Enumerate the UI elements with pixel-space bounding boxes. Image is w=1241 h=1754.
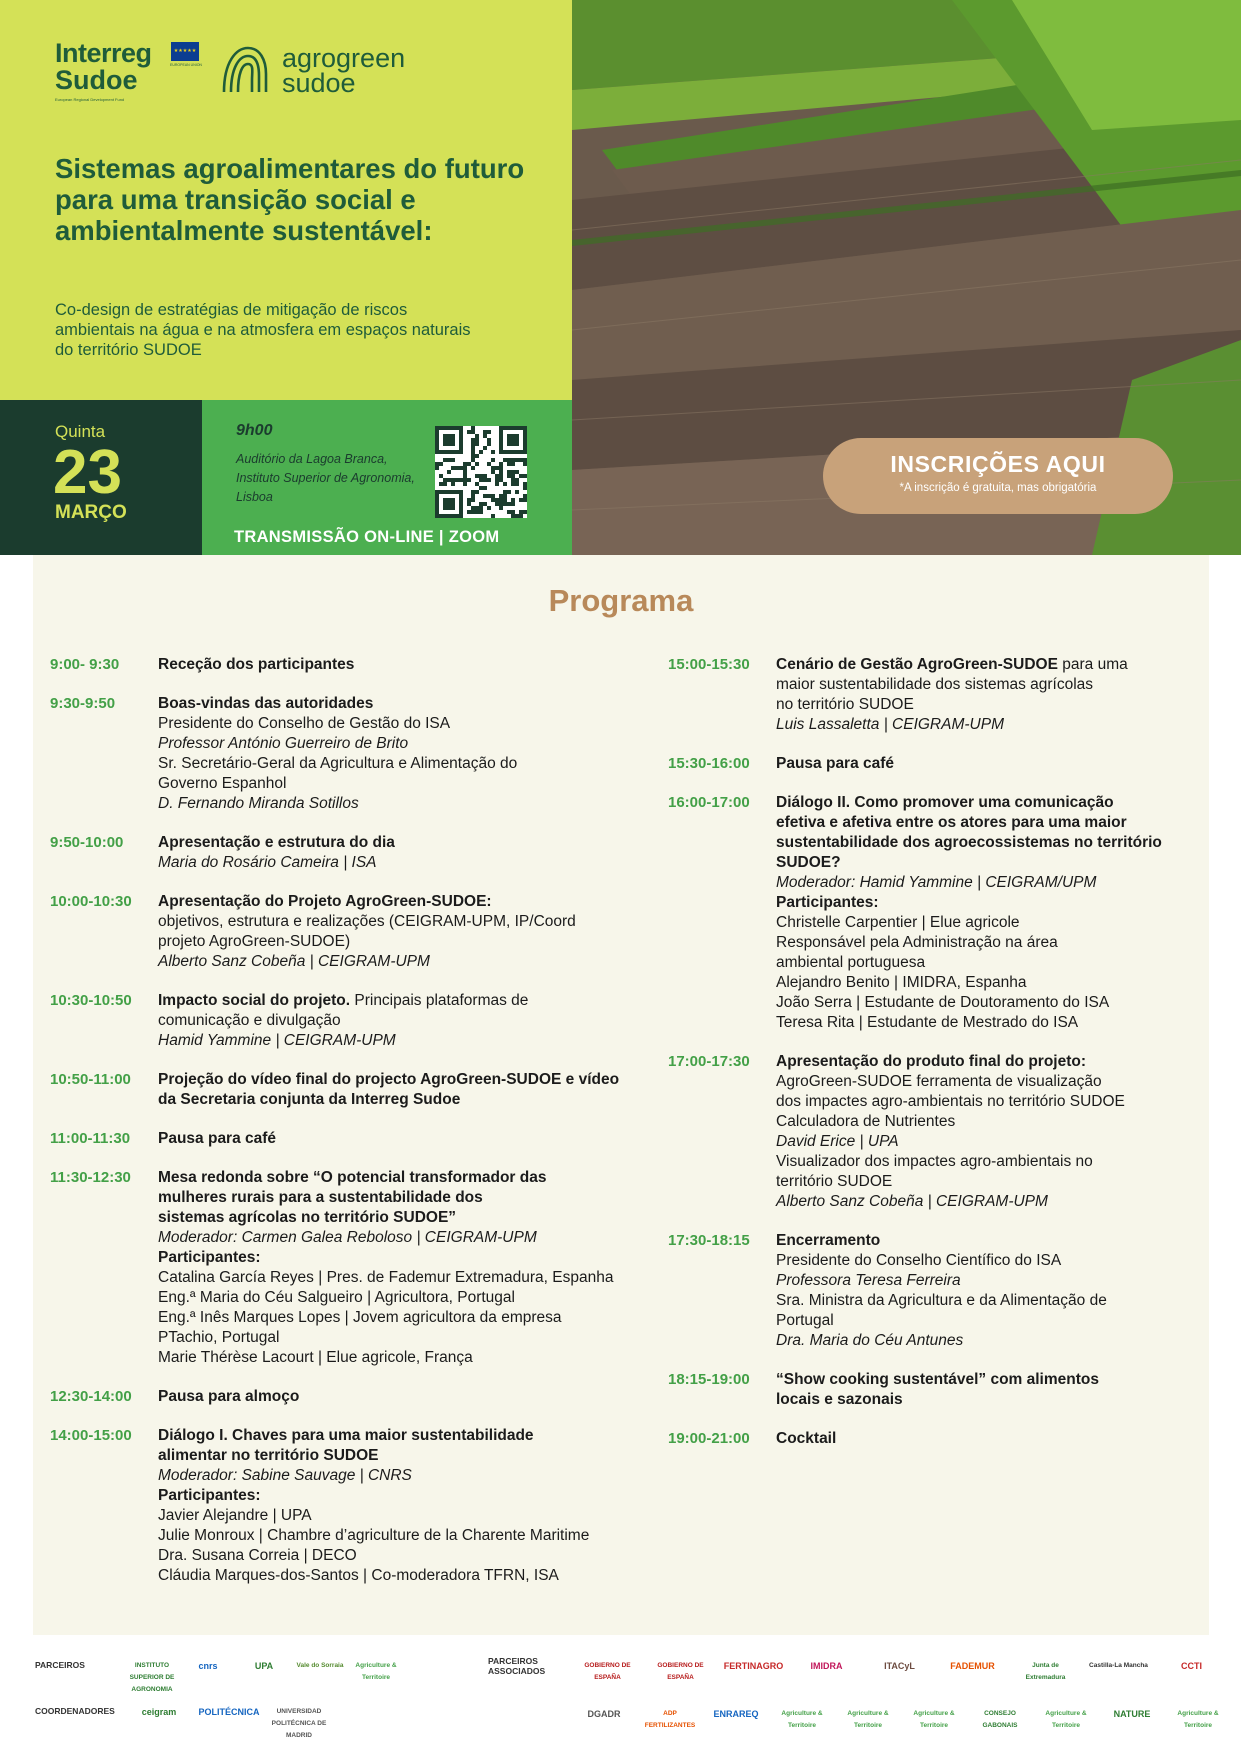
footer-logo: FADEMUR	[950, 1661, 995, 1671]
program-item-time: 17:30-18:15	[668, 1232, 750, 1249]
program-item-body	[776, 754, 1208, 774]
venue-line: Instituto Superior de Agronomia,	[236, 471, 415, 485]
online-stream-label: TRANSMISSÃO ON-LINE | ZOOM	[234, 528, 500, 546]
program-item-body	[158, 1070, 650, 1110]
event-venue	[236, 450, 436, 507]
program-item-heading: Boas-vindas das autoridades	[158, 695, 374, 712]
program-item-text: Sra. Ministra da Agricultura e da Alimentação de	[776, 1292, 1107, 1309]
program-item-body	[776, 1429, 1208, 1449]
program-item-heading: Diálogo I. Chaves para uma maior sustentabilidade	[158, 1427, 534, 1444]
agrogreen-logo-icon	[218, 42, 270, 98]
footer-logo: POLITÉCNICA	[198, 1707, 260, 1717]
register-note: *A inscrição é gratuita, mas obrigatória	[899, 482, 1097, 494]
program-item-heading: locais e sazonais	[776, 1391, 903, 1408]
program-item-body	[776, 655, 1208, 735]
program-item-text: Javier Alejandre | UPA	[158, 1507, 312, 1524]
footer-logo: Agriculture & Territoire	[781, 1710, 823, 1729]
program-item-text: Dra. Susana Correia | DECO	[158, 1547, 357, 1564]
program-item	[50, 1426, 650, 1586]
program-item-text: Visualizador dos impactes agro-ambientais no	[776, 1153, 1093, 1170]
program-item	[668, 1370, 1208, 1410]
program-item-text: Responsável pela Administração na área	[776, 934, 1058, 951]
program-item-heading: Cocktail	[776, 1430, 837, 1447]
footer-logo: IMIDRA	[810, 1661, 843, 1671]
program-item	[50, 1387, 650, 1407]
register-button[interactable]	[823, 438, 1173, 514]
sudoe-word: sudoe	[282, 68, 356, 98]
footer-logo: Agriculture & Territoire	[847, 1710, 889, 1729]
program-item	[668, 1231, 1208, 1351]
venue-line: Auditório da Lagoa Branca,	[236, 452, 388, 466]
footer-logo: ITACyL	[884, 1661, 915, 1671]
program-item-text: Eng.ª Maria do Céu Salgueiro | Agricultora, Portugal	[158, 1289, 515, 1306]
program-item-speaker: Dra. Maria do Céu Antunes	[776, 1332, 964, 1349]
program-item-text: no território SUDOE	[776, 696, 914, 713]
program-section	[33, 555, 1209, 1635]
program-item-time: 11:00-11:30	[50, 1130, 131, 1147]
event-date	[0, 400, 202, 555]
program-item-text: Eng.ª Inês Marques Lopes | Jovem agricultora da empresa	[158, 1309, 562, 1326]
program-item-heading: Pausa para café	[158, 1130, 277, 1147]
program-item-heading: Projeção do vídeo final do projecto AgroGreen-SUDOE e vídeo	[158, 1071, 620, 1088]
program-item	[50, 1129, 650, 1149]
program-item-heading: Encerramento	[776, 1232, 881, 1249]
program-item-speaker: Hamid Yammine | CEIGRAM-UPM	[158, 1032, 396, 1049]
program-item-body	[158, 694, 650, 814]
program-item-heading: mulheres rurais para a sustentabilidade dos	[158, 1189, 483, 1206]
program-item-time: 15:30-16:00	[668, 755, 750, 772]
footer-logo: Agriculture & Territoire	[355, 1662, 397, 1681]
program-item-text: Governo Espanhol	[158, 775, 287, 792]
footer-logo: ADP FERTILIZANTES	[644, 1710, 696, 1729]
program-item-text: ambiental portuguesa	[776, 954, 926, 971]
program-item-body	[776, 1052, 1208, 1212]
footer-logo: DGADR	[587, 1709, 621, 1719]
program-item-text: Julie Monroux | Chambre d’agriculture de la Charente Maritime	[158, 1527, 590, 1544]
program-item-time: 9:50-10:00	[50, 834, 124, 851]
program-item-text: projeto AgroGreen-SUDOE)	[158, 933, 351, 950]
sudoe-wordmark: Sudoe	[55, 65, 138, 95]
footer-logo: Vale do Sorraia	[296, 1662, 344, 1669]
program-item-text: Presidente do Conselho Científico do ISA	[776, 1252, 1062, 1269]
program-item-text: território SUDOE	[776, 1173, 893, 1190]
program-item-time: 12:30-14:00	[50, 1388, 132, 1405]
footer-logo: ceigram	[141, 1707, 177, 1717]
program-item	[668, 655, 1208, 735]
program-item-text: Principais plataformas de	[350, 992, 529, 1009]
program-item-body	[776, 1231, 1208, 1351]
program-item-text: comunicação e divulgação	[158, 1012, 341, 1029]
program-item-heading: Cenário de Gestão AgroGreen-SUDOE	[776, 656, 1058, 673]
venue-line: Lisboa	[236, 490, 273, 504]
interreg-wordmark: Interreg	[55, 38, 152, 68]
program-item-heading: Pausa para almoço	[158, 1388, 300, 1405]
program-item-heading: efetiva e afetiva entre os atores para uma maior	[776, 814, 1127, 831]
program-item-text: Teresa Rita | Estudante de Mestrado do ISA	[776, 1014, 1079, 1031]
program-item-time: 11:30-12:30	[50, 1169, 131, 1186]
program-item-speaker: D. Fernando Miranda Sotillos	[158, 795, 359, 812]
program-item-text: AgroGreen-SUDOE ferramenta de visualização	[776, 1073, 1102, 1090]
interreg-sudoe-logo	[55, 40, 152, 102]
register-label: INSCRIÇÕES AQUI	[890, 451, 1106, 477]
program-item-speaker: David Erice | UPA	[776, 1133, 899, 1150]
program-item-body	[158, 1426, 650, 1586]
program-item-time: 9:30-9:50	[50, 695, 116, 712]
event-time: 9h00	[236, 422, 273, 439]
program-item-line	[158, 991, 650, 1011]
program-item-text: Sr. Secretário-Geral da Agricultura e Alimentação do	[158, 755, 518, 772]
eu-flag-icon: ★★★★★	[171, 42, 199, 61]
associated-label-line: ASSOCIADOS	[488, 1666, 546, 1676]
program-item-body	[776, 793, 1208, 1033]
associated-partners-label	[488, 1656, 545, 1676]
footer-logo: Agriculture & Territoire	[1177, 1710, 1219, 1729]
program-item-body	[158, 833, 650, 873]
footer-logo: UNIVERSIDAD POLITÉCNICA DE MADRID	[271, 1708, 327, 1739]
program-item-speaker: Professor António Guerreiro de Brito	[158, 735, 409, 752]
header-panel	[0, 0, 572, 400]
footer-logo: FERTINAGRO	[723, 1661, 784, 1671]
program-item-text: Cláudia Marques-dos-Santos | Co-moderadora TFRN, ISA	[158, 1567, 559, 1584]
program-item	[50, 655, 650, 675]
footer-logo: GOBIERNO DE ESPAÑA	[584, 1662, 631, 1681]
program-item-body	[158, 991, 650, 1051]
footer-logo: cnrs	[198, 1661, 218, 1671]
program-item-speaker: Moderador: Hamid Yammine | CEIGRAM/UPM	[776, 874, 1097, 891]
program-item-time: 17:00-17:30	[668, 1053, 750, 1070]
eu-caption: EUROPEAN UNION	[170, 63, 202, 67]
program-item-text: Christelle Carpentier | Elue agricole	[776, 914, 1020, 931]
program-item-speaker: Moderador: Sabine Sauvage | CNRS	[158, 1467, 412, 1484]
footer-logo: CONSEJO GABONAIS	[982, 1710, 1018, 1729]
footer-logo: Agriculture & Territoire	[913, 1710, 955, 1729]
program-item-body	[158, 1168, 650, 1368]
page-subtitle: Co-design de estratégias de mitigação de riscos ambientais na água e na atmosfera em espaços naturais do território SUDOE	[55, 301, 471, 359]
program-item-speaker: Professora Teresa Ferreira	[776, 1272, 961, 1289]
event-day: 23	[53, 438, 122, 507]
program-column-left	[50, 655, 650, 1605]
footer-logo: NATURE	[1113, 1709, 1151, 1719]
program-item-speaker: Luis Lassaletta | CEIGRAM-UPM	[776, 716, 1004, 733]
associated-label-line: PARCEIROS	[488, 1656, 538, 1666]
program-title: Programa	[548, 583, 694, 618]
program-item-time: 10:00-10:30	[50, 893, 132, 910]
program-item-heading: Impacto social do projeto.	[158, 992, 351, 1009]
program-item-time: 16:00-17:00	[668, 794, 750, 811]
footer-logo: CCTI	[1181, 1661, 1202, 1671]
program-item-heading: “Show cooking sustentável” com alimentos	[776, 1371, 1099, 1388]
footer-logo: ENRAREQ	[713, 1709, 759, 1719]
participants-label: Participantes:	[158, 1487, 261, 1504]
program-item-time: 10:50-11:00	[50, 1071, 131, 1088]
agrogreen-wordmark	[282, 43, 406, 98]
program-item	[668, 1429, 1208, 1449]
program-item-text: maior sustentabilidade dos sistemas agrícolas	[776, 676, 1094, 693]
program-item-heading: Apresentação e estrutura do dia	[158, 834, 395, 851]
participants-label: Participantes:	[158, 1249, 261, 1266]
program-item-heading: Apresentação do Projeto AgroGreen-SUDOE:	[158, 893, 492, 910]
program-item-text: Presidente do Conselho de Gestão do ISA	[158, 715, 451, 732]
page-title: Sistemas agroalimentares do futuro para uma transição social e ambientalmente sustentável:	[55, 153, 525, 246]
program-item-text: Calculadora de Nutrientes	[776, 1113, 956, 1130]
program-column-right	[668, 655, 1208, 1468]
program-item-heading: alimentar no território SUDOE	[158, 1447, 379, 1464]
program-item-body	[776, 1370, 1208, 1410]
program-item-text: para uma	[1057, 656, 1128, 673]
agrogreen-word: agrogreen	[282, 43, 406, 73]
footer-logos	[0, 1640, 1241, 1754]
program-item-text: Catalina García Reyes | Pres. de Fademur Extremadura, Espanha	[158, 1269, 614, 1286]
program-item-heading: Apresentação do produto final do projeto:	[776, 1053, 1086, 1070]
program-item-text: Marie Thérèse Lacourt | Elue agricole, França	[158, 1349, 473, 1366]
footer-logo: Junta de Extremadura	[1025, 1662, 1066, 1681]
program-item-heading: Diálogo II. Como promover uma comunicação	[776, 794, 1114, 811]
participants-label: Participantes:	[776, 894, 879, 911]
program-item-time: 15:00-15:30	[668, 656, 750, 673]
partners-label: PARCEIROS	[35, 1660, 85, 1670]
program-item-speaker: Alberto Sanz Cobeña | CEIGRAM-UPM	[158, 953, 430, 970]
program-item-heading: sustentabilidade dos agroecossistemas no território	[776, 834, 1162, 851]
event-weekday: Quinta	[55, 422, 106, 441]
program-item-body	[158, 655, 650, 675]
program-item-time: 18:15-19:00	[668, 1371, 750, 1388]
program-item	[668, 1052, 1208, 1212]
coordinators-label: COORDENADORES	[35, 1706, 115, 1716]
program-item-time: 10:30-10:50	[50, 992, 132, 1009]
footer-logo: GOBIERNO DE ESPAÑA	[657, 1662, 704, 1681]
program-item-text: Portugal	[776, 1312, 834, 1329]
footer-logo: INSTITUTO SUPERIOR DE AGRONOMIA	[129, 1662, 175, 1693]
program-item-text: dos impactes agro-ambientais no território SUDOE	[776, 1093, 1125, 1110]
program-item-heading: SUDOE?	[776, 854, 841, 871]
program-item-body	[158, 1387, 650, 1407]
program-item-line	[776, 655, 1208, 675]
qr-code-icon[interactable]	[435, 426, 527, 518]
event-info	[202, 400, 572, 555]
program-item	[668, 754, 1208, 774]
program-item-time: 19:00-21:00	[668, 1430, 750, 1447]
program-item-heading: Mesa redonda sobre “O potencial transformador das	[158, 1169, 547, 1186]
event-month: MARÇO	[55, 502, 127, 523]
program-item	[50, 1168, 650, 1368]
program-item-speaker: Maria do Rosário Cameira | ISA	[158, 854, 377, 871]
program-item-speaker: Moderador: Carmen Galea Reboloso | CEIGRAM-UPM	[158, 1229, 537, 1246]
program-item	[50, 991, 650, 1051]
program-item-body	[158, 892, 650, 972]
program-item-time: 14:00-15:00	[50, 1427, 132, 1444]
program-item	[50, 694, 650, 814]
program-item-body	[158, 1129, 650, 1149]
program-item-heading: da Secretaria conjunta da Interreg Sudoe	[158, 1091, 461, 1108]
program-item	[50, 833, 650, 873]
program-item	[50, 892, 650, 972]
program-item-text: PTachio, Portugal	[158, 1329, 280, 1346]
footer-logo: Agriculture & Territoire	[1045, 1710, 1087, 1729]
footer-logo: UPA	[254, 1661, 274, 1671]
program-item-text: objetivos, estrutura e realizações (CEIGRAM-UPM, IP/Coord	[158, 913, 576, 930]
program-item-time: 9:00- 9:30	[50, 656, 120, 673]
footer-logo: Castilla-La Mancha	[1089, 1662, 1148, 1669]
program-item-text: Alejandro Benito | IMIDRA, Espanha	[776, 974, 1027, 991]
program-item-heading: sistemas agrícolas no território SUDOE”	[158, 1209, 457, 1226]
interreg-tagline: European Regional Development Fund	[55, 97, 125, 102]
program-item	[668, 793, 1208, 1033]
program-item-speaker: Alberto Sanz Cobeña | CEIGRAM-UPM	[776, 1193, 1048, 1210]
program-item-text: João Serra | Estudante de Doutoramento do ISA	[776, 994, 1110, 1011]
program-item-heading: Pausa para café	[776, 755, 895, 772]
program-item	[50, 1070, 650, 1110]
program-item-heading: Receção dos participantes	[158, 656, 355, 673]
